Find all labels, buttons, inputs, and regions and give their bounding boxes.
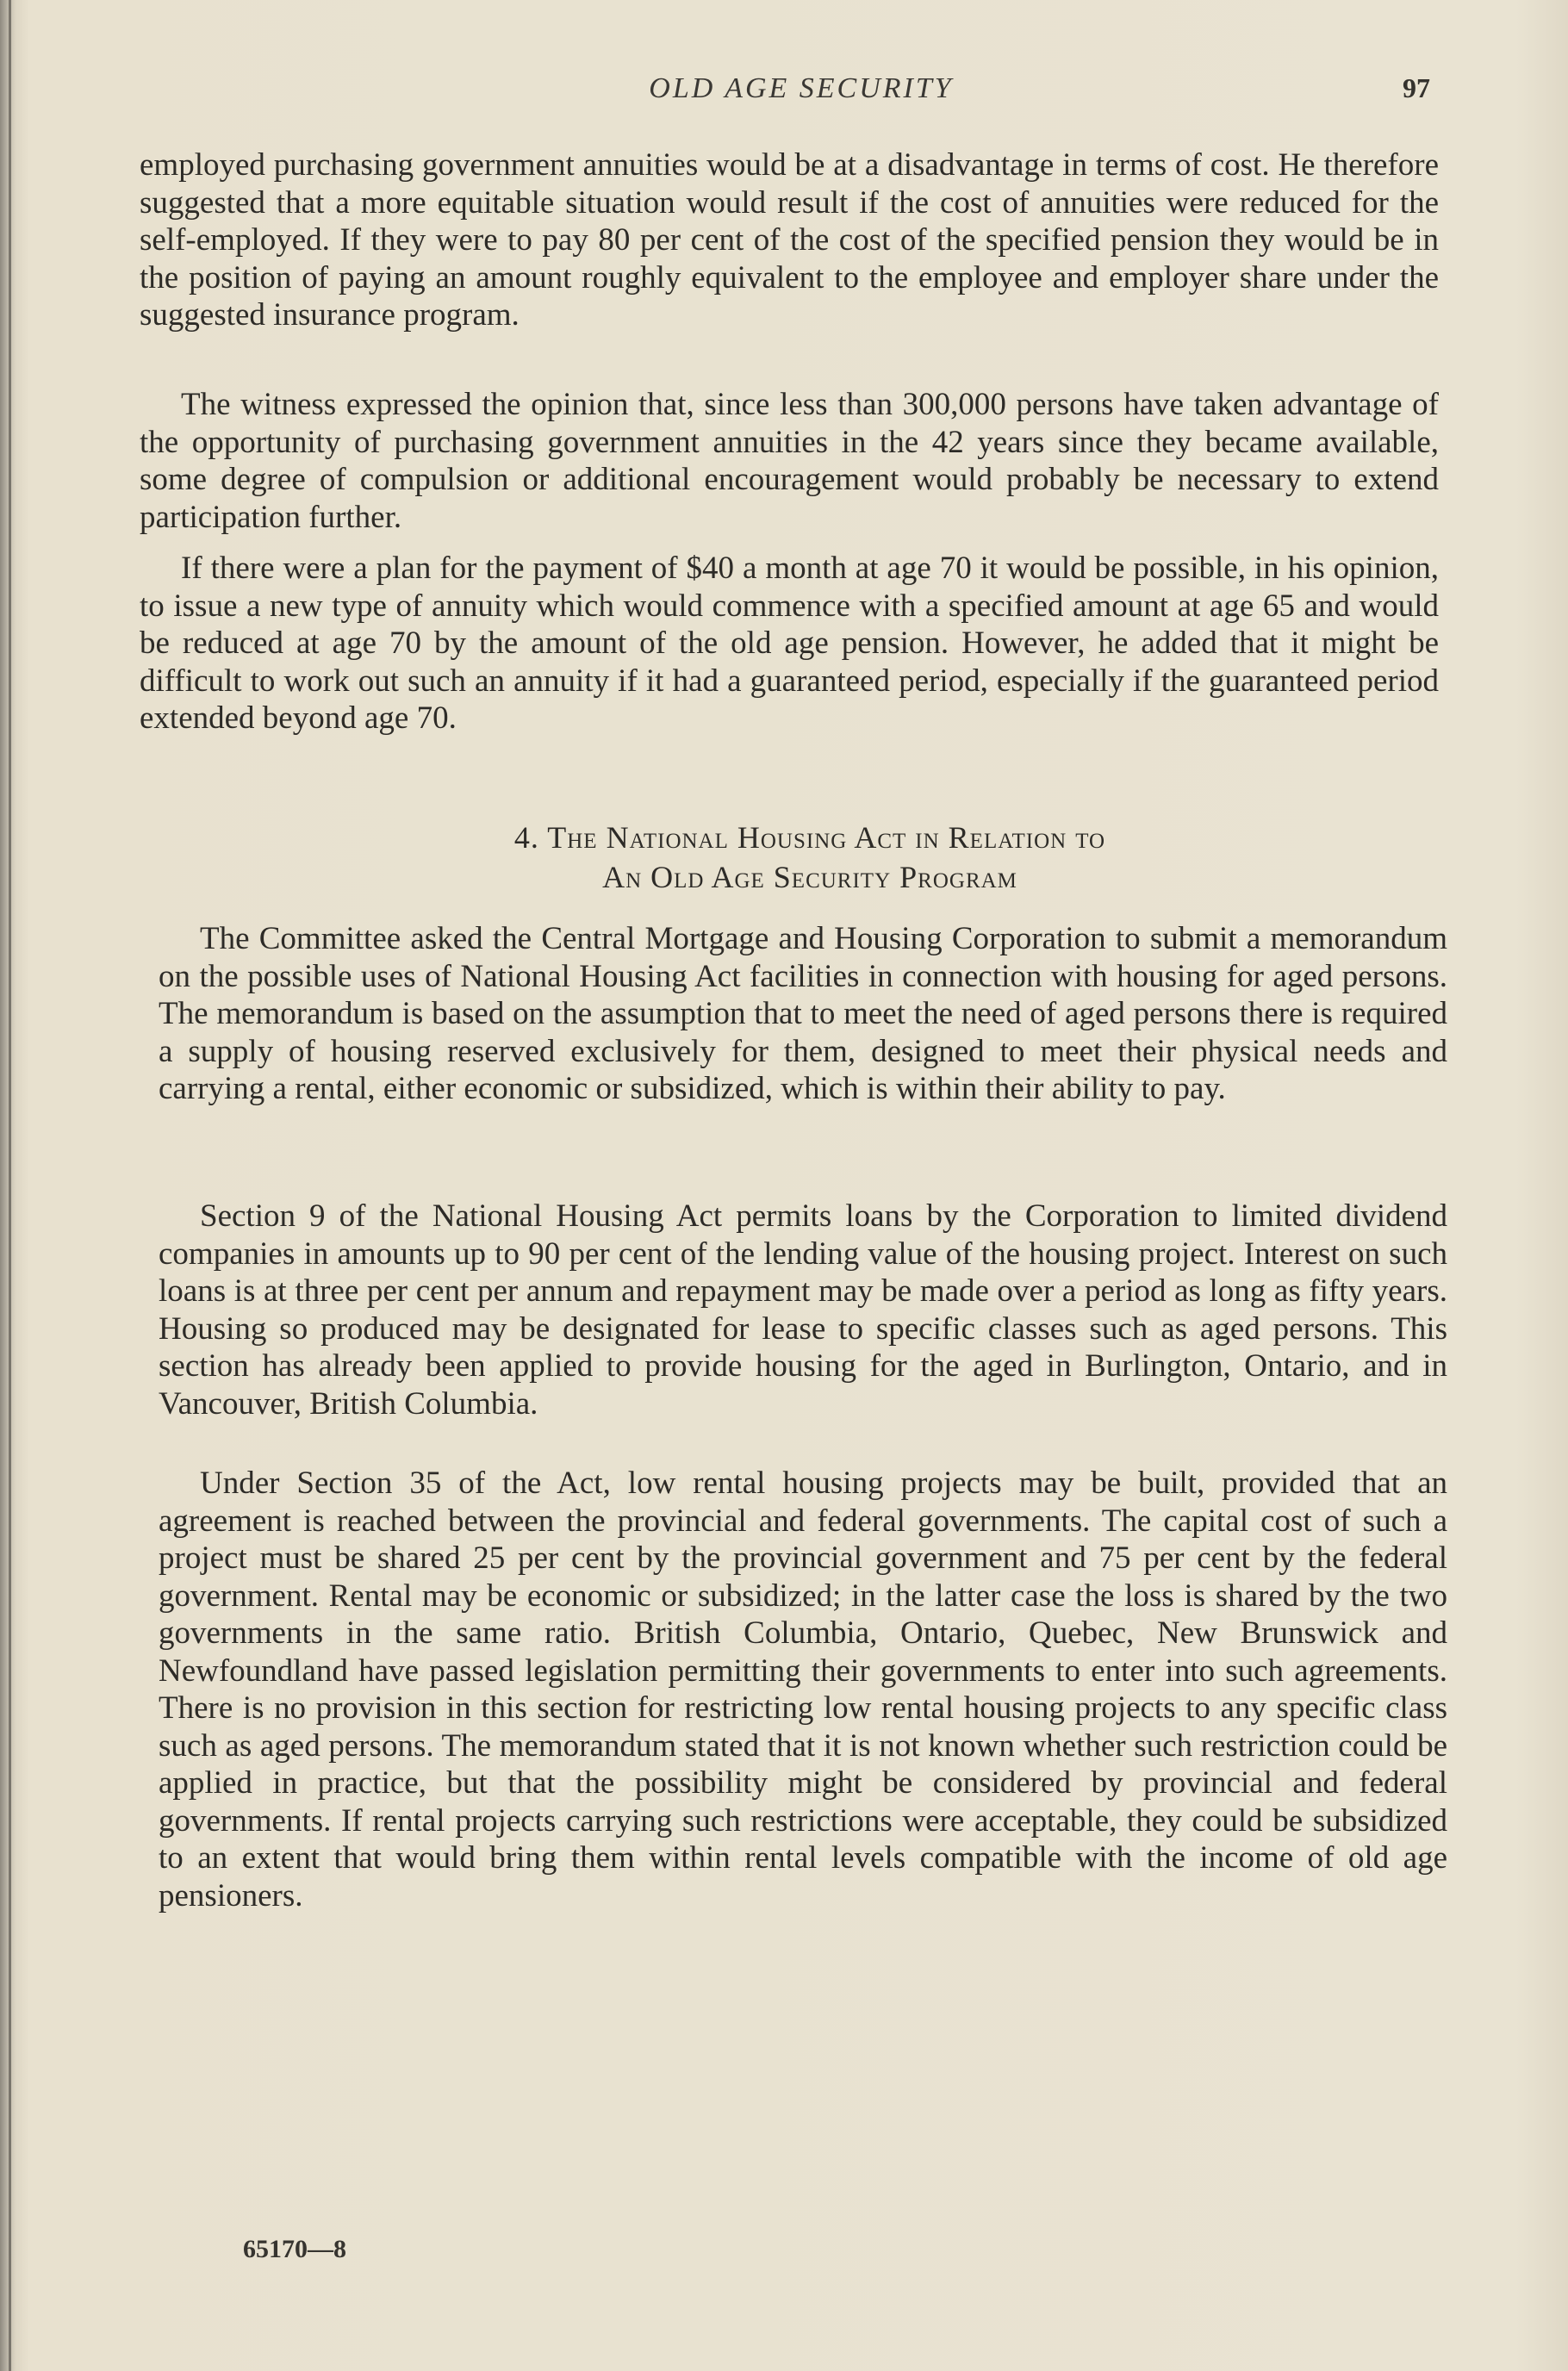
paragraph-annuity-cost: employed purchasing government annuities would be at a disadvantage in terms of cost. He therefore suggested that a more equitable situation would result if the cost of annuities were reduced for the self-employed. If they were to pay 80 per cent of the cost of the specified pension they would be in the position of paying an amount roughly equivalent to the employee and employer share under the suggested insurance program. [140, 147, 1439, 333]
paragraph-committee-memorandum: The Committee asked the Central Mortgage and Housing Corporation to submit a memorandum on the possible uses of National Housing Act facilities in connection with housing for aged persons. The memorandum is based on the assumption that to meet the need of aged persons there is required a supply of housing reserved exclusively for them, designed to meet their physical needs and carrying a rental, either economic or subsidized, which is within their ability to pay. [159, 921, 1447, 1106]
paragraph-forty-dollar-plan: If there were a plan for the payment of $40 a month at age 70 it would be possible, in his opinion, to issue a new type of annuity which would commence with a specified amount at age 65 and would be reduced at age 70 by the amount of the old age pension. However, he added that it might be difficult to work out such an annuity if it had a guaranteed period, especially if the guaranteed period extended beyond age 70. [140, 551, 1439, 736]
paragraph-witness-opinion: The witness expressed the opinion that, since less than 300,000 persons have taken advantage of the opportunity of purchasing government annuities in the 42 years since they became available, some degree of compulsion or additional encouragement would probably be necessary to extend participation further. [140, 387, 1439, 535]
section-heading-line-1: 4. The National Housing Act in Relation to [513, 820, 1106, 855]
running-title: OLD AGE SECURITY [649, 72, 954, 104]
footer-code: 65170—8 [243, 2235, 346, 2263]
page-number: 97 [1403, 72, 1430, 103]
section-heading-line-2: An Old Age Security Program [602, 860, 1017, 894]
paragraph-section-35: Under Section 35 of the Act, low rental housing projects may be built, provided that an agreement is reached between the provincial and federal governments. The capital cost of such a project must be shared 25 per cent by the provincial government and 75 per cent by the federal government. Rental may be economic or subsidized; in the latter case the loss is shared by the two governments in the same ratio. British Columbia, Ontario, Quebec, New Brunswick and Newfoundland have passed legislation permitting their governments to enter into such agreements. There is no provision in this section for restricting low rental housing projects to any specific class such as aged persons. The memorandum stated that it is not known whether such restriction could be applied in practice, but that the possibility might be considered by provincial and federal governments. If rental projects carrying such restrictions were acceptable, they could be subsidized to an extent that would bring them within rental levels compatible with the income of old age pensioners. [159, 1466, 1447, 1914]
paragraph-section-9: Section 9 of the National Housing Act permits loans by the Corporation to limited dividend companies in amounts up to 90 per cent of the lending value of the housing project. Interest on such loans is at three per cent per annum and repayment may be made over a period as long as fifty years. Housing so produced may be designated for lease to specific classes such as aged persons. This section has already been applied to provide housing for the aged in Burlington, Ontario, and in Vancouver, British Columbia. [159, 1198, 1447, 1422]
